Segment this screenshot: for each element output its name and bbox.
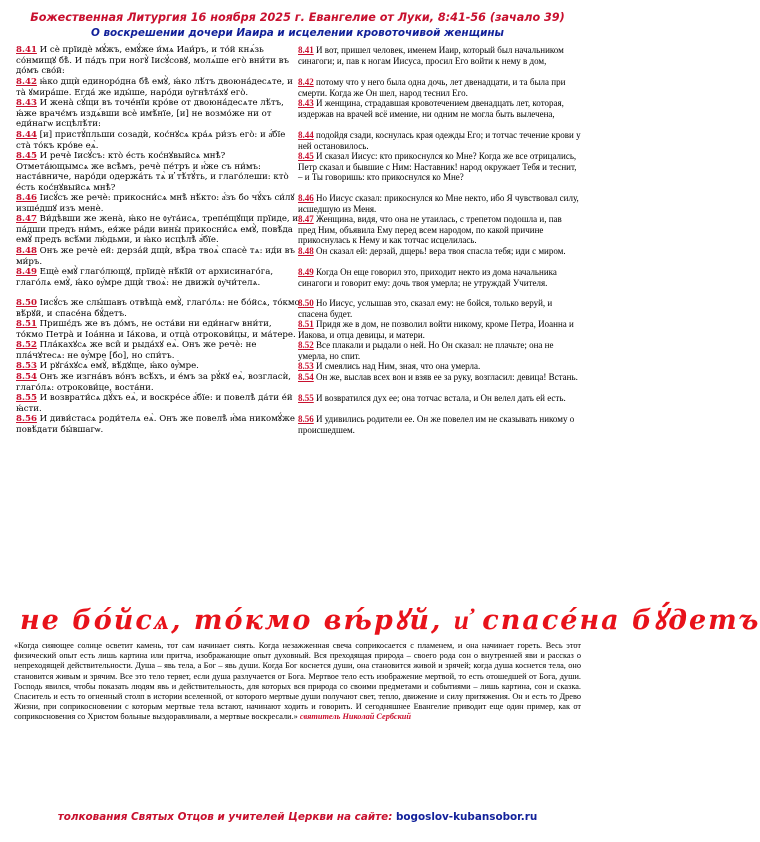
russian-verse	[298, 414, 581, 435]
russian-verse	[298, 372, 581, 393]
russian-verse	[298, 298, 581, 319]
verse-text: И возвратился дух ее; она тотчас встала, и Он велел дать ей есть.	[316, 393, 566, 403]
verse-text: потому что у него была одна дочь, лет двенадцати, и та была при смерти. Когда же Он шел, народ теснил Его.	[298, 77, 566, 98]
verse-text: Он же, выслав всех вон и взяв ее за руку, возгласил: девица! Встань.	[316, 372, 578, 382]
verse-number: 8.55	[298, 393, 314, 403]
slavonic-verse	[16, 130, 300, 151]
verse-text: Ви́дѣвши же жена̀, ꙗ́ко не ᲂу҆та́исѧ, трепе́щꙋщи прїиде, и па́дши предъ ни́мъ, ея́же ра́ди вины̀ прикосни́сѧ емꙋ̀, повѣ́да емꙋ̀ предъ всѣ́ми лю́дьми, и ꙗ́ко исцѣлѣ̀ а҆́бїе.	[16, 214, 299, 246]
verse-number: 8.54	[298, 372, 314, 382]
verse-gap	[16, 288, 300, 298]
slavonic-verse	[16, 193, 300, 214]
slavonic-verse	[16, 246, 300, 267]
slavonic-verse	[16, 151, 300, 193]
russian-verse	[298, 340, 581, 361]
verse-text: ꙗ́ко дщѝ единоро́дна бѣ̀ емꙋ̀, ꙗ́ко лѣ́тъ двоюна́десѧте, и та̀ ꙋмира́ше. Егда́ же иды́ше, наро́ди ᲂу҆гнѣта́хꙋ его̀.	[16, 77, 293, 98]
slavonic-verse	[16, 414, 300, 435]
russian-verse	[298, 214, 581, 246]
verse-text: И сказал Иисус: кто прикоснулся ко Мне? Когда же все отрицались, Петр сказал и бывшие с Ним: Наставник! народ окружает Тебя и теснит, – и Ты говоришь: кто прикоснулся ко Мне?	[298, 151, 577, 183]
verse-text: [и] пристꙋ́пльши созадѝ, кос́нꙋсѧ кра́ѧ ри́зъ его̀: и а҆́бїе ста̀ то́къ кро́ве еѧ̀.	[16, 130, 286, 151]
page-subtitle: О воскрешении дочери Иаира и исцелении кровоточивой женщины	[91, 27, 504, 39]
commentary-author: святитель Николай Сербский	[299, 712, 412, 722]
verse-text: Он сказал ей: дерзай, дщерь! вера твоя спасла тебя; иди с миром.	[316, 246, 566, 256]
verse-text: Придя же в дом, не позволил войти никому, кроме Петра, Иоанна и Иакова, и отца девицы, и матери.	[298, 319, 574, 340]
slavonic-verse	[16, 393, 300, 414]
verse-number: 8.43	[16, 98, 37, 108]
russian-verse	[298, 98, 581, 130]
verse-number: 8.46	[16, 193, 37, 203]
slavonic-verse	[16, 214, 300, 246]
verse-number: 8.48	[298, 246, 314, 256]
slavonic-column	[16, 45, 300, 435]
verse-text: И жена̀ сꙋ́щи въ точе́нїи кро́ве от двоюна́десѧте лѣ́тъ, ꙗ́же врачє́мъ издѧ́вши всѐ имѣ́нїе, [и] не возмо́же ни от еди́нагѡ исцѣлѣ́ти:	[16, 98, 284, 130]
verse-text: Пришє́дъ же въ до́мъ, не оста́ви ни еди́нагѡ вни́ти, то́кмо Петра̀ и Іоа́нна и Іа́кова, и отца̀ отрокови́цы, и ма́тере.	[16, 319, 296, 340]
verse-number: 8.52	[298, 340, 314, 350]
slavonic-verse	[16, 77, 300, 98]
russian-verse	[298, 246, 581, 267]
slavonic-verse	[16, 361, 300, 372]
slogan: не бо́йсѧ, то́кмо вѣ́рꙋй, и҆ спасе́на бꙋ́детъ	[20, 605, 760, 636]
verse-text: И рꙋга́хꙋсѧ емꙋ̀, вѣ́дꙋще, ꙗ́ко ᲂу҆́мре.	[39, 361, 199, 371]
verse-number: 8.53	[298, 361, 314, 371]
russian-verse	[298, 151, 581, 193]
verse-number: 8.43	[298, 98, 314, 108]
verse-text: Ещѐ емꙋ̀ глаго́лющꙋ, прїидѐ нѣ́кїй от архисинаго́га, глаго́лѧ емꙋ̀, ꙗ́ко ᲂу҆́мре дщѝ твоѧ̀: не движѝ ᲂу҆чи́телѧ.	[16, 267, 274, 288]
slavonic-verse	[16, 298, 300, 319]
commentary	[14, 641, 581, 723]
verse-number: 8.45	[298, 151, 314, 161]
verse-text: подойдя сзади, коснулась края одежды Его; и тотчас течение крови у ней остановилось.	[298, 130, 581, 151]
russian-verse	[298, 193, 581, 214]
verse-text: Но Иисус, услышав это, сказал ему: не бойся, только веруй, и спасена будет.	[298, 298, 553, 319]
footer-label: толкования Святых Отцов и учителей Церкви на сайте:	[57, 811, 393, 823]
verse-text: Все плакали и рыдали о ней. Но Он сказал: не плачьте; она не умерла, но спит.	[298, 340, 554, 361]
verse-number: 8.44	[298, 130, 314, 140]
verse-number: 8.47	[16, 214, 37, 224]
slavonic-verse	[16, 45, 300, 77]
russian-verse	[298, 130, 581, 151]
slavonic-verse	[16, 340, 300, 361]
verse-number: 8.47	[298, 214, 314, 224]
slavonic-verse	[16, 319, 300, 340]
verse-number: 8.42	[298, 77, 314, 87]
verse-text: И женщина, страдавшая кровотечением двенадцать лет, которая, издержав на врачей всё имение, ни одним не могла быть вылечена,	[298, 98, 564, 119]
verse-number: 8.51	[16, 319, 37, 329]
slavonic-verse	[16, 267, 300, 288]
verse-text: Іисꙋ́съ же слы́шавъ отвѣща̀ емꙋ̀, глаго́лѧ: не бо́йсѧ, то́кмо вѣ́рꙋй, и спасе́на бꙋ́детъ.	[16, 298, 300, 319]
verse-number: 8.41	[16, 45, 37, 55]
footer-site-link[interactable]: bogoslov-kubansobor.ru	[395, 811, 538, 823]
page-title: Божественная Литургия 16 ноября 2025 г. Евангелие от Луки, 8:41-56 (зачало 39)	[30, 11, 565, 24]
verse-number: 8.53	[16, 361, 37, 371]
verse-text: Онъ же речѐ ей: дерза́й дщѝ, вѣ́ра твоѧ̀ спасѐ тѧ: ид́и въ ми́ръ.	[16, 246, 295, 267]
verse-number: 8.51	[298, 319, 314, 329]
verse-number: 8.50	[298, 298, 314, 308]
verse-number: 8.56	[16, 414, 37, 424]
verse-number: 8.56	[298, 414, 314, 424]
verse-number: 8.44	[16, 130, 37, 140]
slavonic-verse	[16, 98, 300, 130]
verse-text: Іисꙋ́съ же речѐ: прикосни́сѧ мнѣ̀ нѣ́кто: а҆́зъ бо чꙋ́хъ си́лꙋ изше́дшꙋ изъ менѐ.	[16, 193, 295, 214]
russian-verse	[298, 267, 581, 288]
slavonic-verse	[16, 372, 300, 393]
russian-verse	[298, 77, 581, 98]
verse-text: И вот, пришел человек, именем Иаир, который был начальником синагоги; и, пав к ногам Иисуса, просил Его войти к нему в дом,	[298, 45, 564, 66]
verse-text: Женщина, видя, что она не утаилась, с трепетом подошла и, пав пред Ним, объявила Ему перед всем народом, по какой причине прикоснулась к Нему и как тотчас исцелилась.	[298, 214, 562, 246]
verse-number: 8.42	[16, 77, 37, 87]
verse-text: И диви́стасѧ роди́телѧ еѧ̀. Онъ же повелѣ̀ и҆́ма никомꙋ́же повѣ́дати бы́вшагѡ.	[16, 414, 295, 435]
verse-number: 8.54	[16, 372, 37, 382]
verse-number: 8.48	[16, 246, 37, 256]
verse-number: 8.49	[16, 267, 37, 277]
verse-text: Онъ же изгна́въ во́нъ всѣ́хъ, и е́мъ за рꙋ́кꙋ еѧ̀, возгласѝ, глаго́лѧ: отрокови́це, воста́ни.	[16, 372, 292, 393]
russian-verse	[298, 45, 581, 77]
verse-number: 8.49	[298, 267, 314, 277]
russian-verse	[298, 319, 581, 340]
verse-text: И смеялись над Ним, зная, что она умерла.	[316, 361, 481, 371]
verse-text: И возврати́сѧ дꙋ́хъ еѧ̀, и воскре́се а҆́бїе: и повелѣ̀ да́ти е́й ꙗ́сти.	[16, 393, 293, 414]
russian-verse	[298, 393, 581, 414]
verse-text: Пла́кахꙋсѧ же вси̑ и рыда́хꙋ еѧ̀. Онъ же речѐ: не пла́чꙋтесѧ: не ᲂу҆́мре [бо], но спи́тъ.	[16, 340, 257, 361]
russian-column	[298, 45, 581, 435]
verse-gap	[298, 288, 581, 298]
verse-text: И удивились родители ее. Он же повелел им не сказывать никому о происшедшем.	[298, 414, 575, 435]
verse-number: 8.45	[16, 151, 37, 161]
verse-number: 8.55	[16, 393, 37, 403]
verse-number: 8.46	[298, 193, 314, 203]
verse-text: Когда Он еще говорил это, приходит некто из дома начальника синагоги и говорит ему: дочь твоя умерла; не утруждай Учителя.	[298, 267, 557, 288]
verse-number: 8.52	[16, 340, 37, 350]
commentary-text: «Когда сияющее солнце осветит камень, тот сам начинает сиять. Когда незажженная свеча соприкосается с пламенем, и она начинает гореть. Весь этот физический опыт есть лишь картина или притча, изображающие опыт духовный. Вся преходящая природа – своего рода сон о внутренней яви и рассказ о непреходящей действительности. Душа – явь тела, а Бог – явь души. Когда Бог коснется души, она становится живой и зрячей; когда душа коснется тела, оно становится живым и зрячим. Все это тело теряет, если душа разлучается от Бога. Мертвое тело есть изображение мертвой, то есть отошедшей от Бога, души. Господь явился, чтобы показать людям явь и действительность, для которых вся природа со своими предметами и событиями – лишь картина, сон и сказка. Спаситель и есть то огненный столп в истории вселенной, от которого мертвые души получают свет, тепло, движение и силу притяжения. Он и есть то Древо Жизни, при соприкосновении с которым мертвые тела встают, начинают ходить и говорить. И сегодняшнее Евангелие приводит еще один пример, как от соприкосновения со Христом больные выздоравливали, а мертвые воскресали.»	[14, 641, 581, 722]
verse-number: 8.50	[16, 298, 37, 308]
verse-number: 8.41	[298, 45, 314, 55]
verse-text: И речѐ Іисꙋ́съ: кто̀ е́сть кос́нꙋвыйсѧ мнѣ̀? Отмета́ющымсѧ же всѣ̀мъ, речѐ пе́тръ и и҆́же съ ни́мъ: наста́вниче, наро́ди одержа́ть тѧ̀ и ̓тѣ́тꙋ́ть, и глаго́леши: кто̀ е́сть кос́нꙋвыйсѧ мнѣ̀?	[16, 151, 289, 193]
verse-text: И сѐ прїидѐ мꙋ́жъ, емꙋ́же и́мѧ Иаи́ръ, и то́й кнѧ́зь со́нмищꙋ бѣ̀. И па́дъ при ногꙋ̀ Іисꙋ́совꙋ, молѧ́ше его̀ вни́ти въ до́мъ сво́й:	[16, 45, 289, 77]
footer	[14, 811, 581, 823]
russian-verse	[298, 361, 581, 372]
verse-text: Но Иисус сказал: прикоснулся ко Мне некто, ибо Я чувствовал силу, исшедшую из Меня.	[298, 193, 579, 214]
